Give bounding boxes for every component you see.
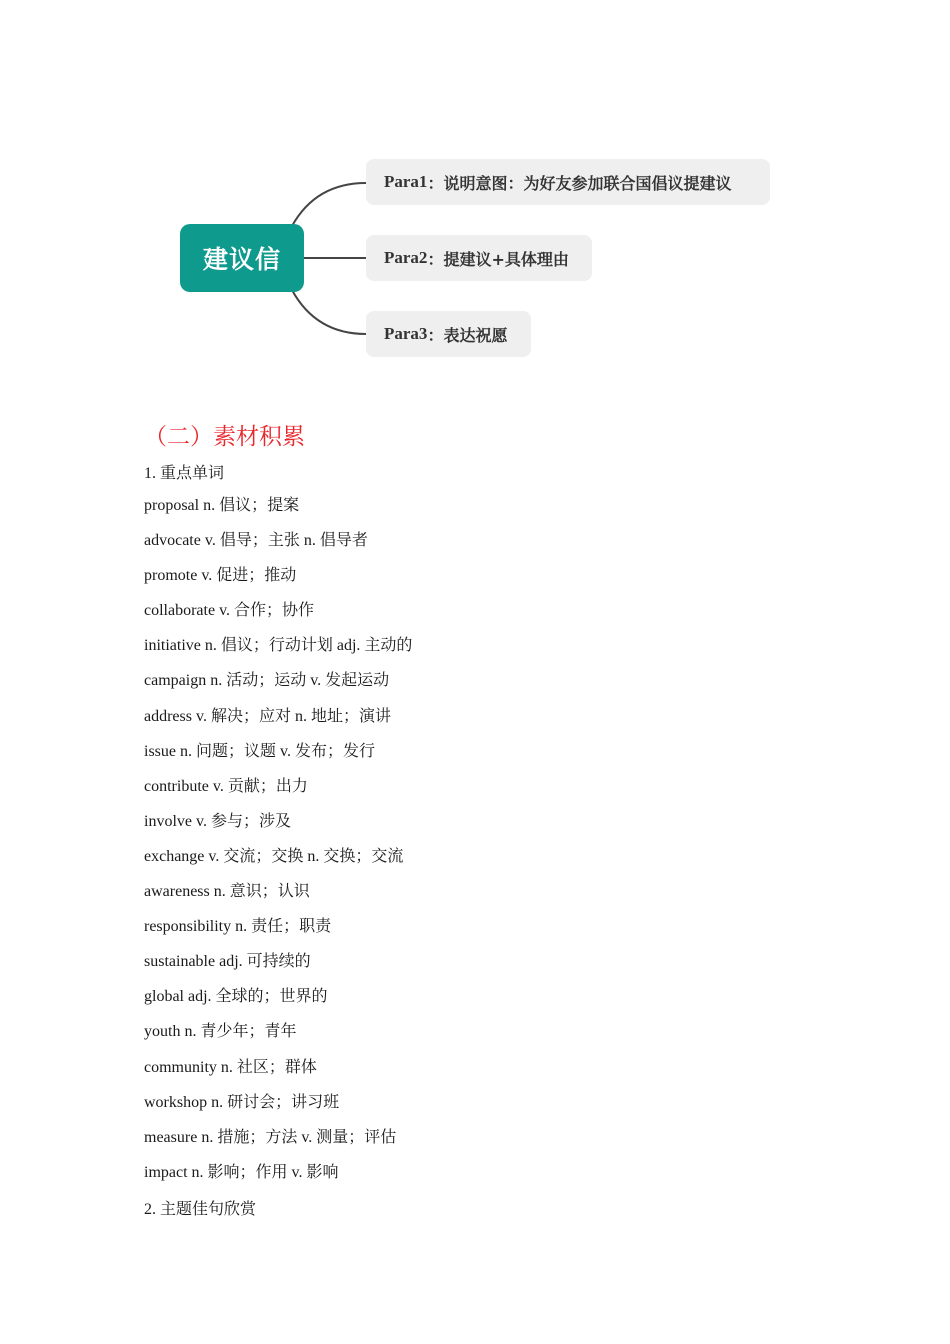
vocab-word: exchange — [144, 847, 205, 865]
mind-map — [0, 0, 950, 400]
vocab-definition: n. 倡议；提案 — [203, 497, 300, 514]
vocab-definition: v. 倡导；主张 n. 倡导者 — [204, 532, 368, 550]
vocab-definition: n. 问题；议题 v. 发布；发行 — [180, 742, 375, 760]
vocab-word: community — [144, 1058, 217, 1076]
branch-text: ：提建议+具体理由 — [427, 249, 569, 269]
vocab-item — [144, 699, 412, 734]
vocab-word: address — [144, 707, 192, 725]
vocab-definition: n. 责任；职责 — [235, 918, 332, 936]
vocab-item — [144, 979, 412, 1014]
vocab-item — [144, 488, 412, 523]
vocab-item — [144, 874, 412, 909]
subheading-sentences: 2. 主题佳句欣赏 — [144, 1201, 257, 1218]
vocab-definition: v. 参与；涉及 — [196, 812, 291, 830]
vocab-word: campaign — [144, 672, 207, 690]
vocab-word: impact — [144, 1163, 188, 1181]
vocab-item — [144, 839, 412, 874]
vocab-word: involve — [144, 812, 192, 830]
vocab-definition: n. 活动；运动 v. 发起运动 — [210, 672, 390, 690]
vocab-word: initiative — [144, 637, 201, 655]
vocab-definition: adj. 可持续的 — [219, 953, 311, 971]
vocab-word: measure — [144, 1128, 198, 1146]
vocab-item — [144, 1014, 412, 1049]
vocab-word: contribute — [144, 777, 209, 795]
branch-para3 — [366, 311, 531, 357]
vocab-word: promote — [144, 567, 198, 585]
vocab-item — [144, 804, 412, 839]
branch-tag: Para3 — [384, 324, 428, 343]
vocab-word: sustainable — [144, 953, 216, 971]
vocab-item — [144, 734, 412, 769]
vocab-word: collaborate — [144, 602, 216, 620]
vocab-item — [144, 558, 412, 593]
vocab-word: workshop — [144, 1093, 208, 1111]
vocab-item — [144, 1050, 412, 1085]
vocab-definition: v. 合作；协作 — [219, 602, 315, 620]
vocab-definition: n. 措施；方法 v. 测量；评估 — [201, 1128, 397, 1146]
vocab-item — [144, 663, 412, 698]
mind-map-root — [180, 224, 304, 292]
vocab-definition: n. 研讨会；讲习班 — [211, 1093, 340, 1111]
vocab-item — [144, 593, 412, 628]
root-label: 建议信 — [202, 245, 281, 274]
vocab-item — [144, 1155, 412, 1190]
vocab-item — [144, 944, 412, 979]
vocab-item — [144, 909, 412, 944]
vocab-word: responsibility — [144, 918, 232, 936]
vocab-word: issue — [144, 742, 176, 760]
vocab-definition: n. 影响；作用 v. 影响 — [191, 1163, 339, 1181]
vocab-definition: v. 促进；推动 — [201, 567, 297, 585]
vocab-word: youth — [144, 1023, 181, 1041]
vocab-item — [144, 1120, 412, 1155]
connector-para1 — [292, 183, 366, 226]
vocab-item — [144, 769, 412, 804]
vocabulary-list — [144, 488, 412, 1190]
branch-text: ：说明意图：为好友参加联合国倡议提建议 — [427, 173, 732, 193]
branch-para2 — [366, 235, 592, 281]
branch-tag: Para2 — [384, 248, 428, 267]
branch-para1 — [366, 159, 770, 205]
vocab-word: awareness — [144, 883, 210, 901]
vocab-definition: n. 社区；群体 — [220, 1058, 317, 1076]
vocab-word: proposal — [144, 497, 200, 514]
vocab-item — [144, 1085, 412, 1120]
vocab-item — [144, 523, 412, 558]
subheading-key-words: 1. 重点单词 — [144, 465, 225, 482]
vocab-definition: n. 倡议；行动计划 adj. 主动的 — [204, 637, 413, 655]
section-heading: （二）素材积累 — [144, 424, 305, 450]
vocab-word: global — [144, 988, 184, 1006]
branch-text: ：表达祝愿 — [427, 325, 508, 345]
vocab-definition: n. 青少年；青年 — [184, 1023, 297, 1041]
vocab-definition: v. 贡献；出力 — [212, 777, 308, 795]
vocab-item — [144, 628, 412, 663]
connector-para3 — [292, 290, 366, 334]
vocab-word: advocate — [144, 532, 201, 550]
vocab-definition: v. 交流；交换 n. 交换；交流 — [208, 847, 404, 865]
vocab-definition: adj. 全球的；世界的 — [188, 988, 328, 1006]
vocab-definition: v. 解决；应对 n. 地址；演讲 — [195, 707, 391, 725]
vocab-definition: n. 意识；认识 — [213, 883, 310, 901]
branch-tag: Para1 — [384, 172, 428, 191]
